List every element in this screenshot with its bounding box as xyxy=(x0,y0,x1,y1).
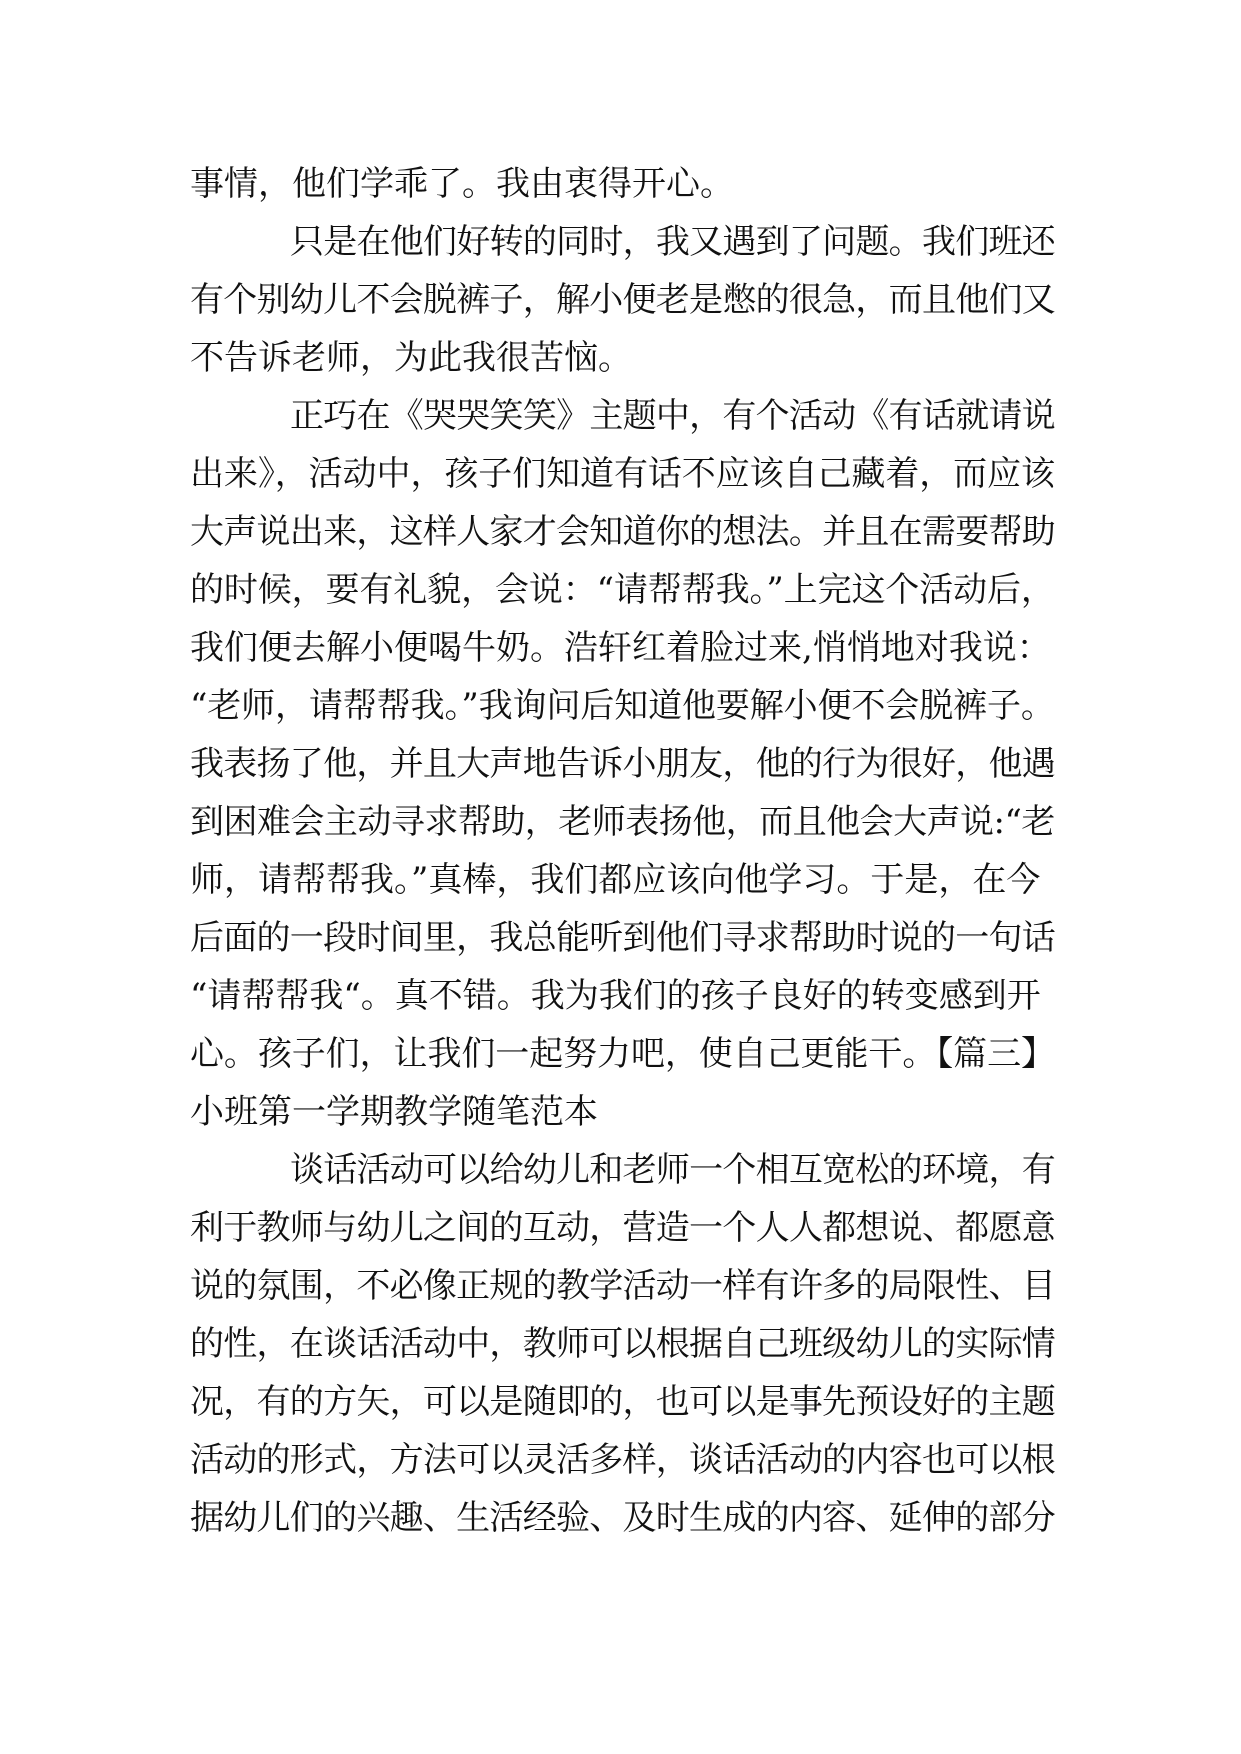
text-line: 出来》，活动中，孩子们知道有话不应该自己藏着，而应该 xyxy=(190,454,1055,494)
text-line: 大声说出来，这样人家才会知道你的想法。并且在需要帮助 xyxy=(190,512,1056,552)
text-line: 我们便去解小便喝牛奶。浩轩红着脸过来,悄悄地对我说： xyxy=(190,628,1051,668)
text-line: 说的氛围，不必像正规的教学活动一样有许多的局限性、目 xyxy=(190,1266,1056,1306)
text-line: 况，有的方矢，可以是随即的，也可以是事先预设好的主题 xyxy=(190,1382,1056,1422)
text-line: 据幼儿们的兴趣、生活经验、及时生成的内容、延伸的部分 xyxy=(190,1498,1056,1538)
text-line: 心。孩子们，让我们一起努力吧，使自己更能干。【篇三】 xyxy=(190,1034,1055,1074)
text-line: 小班第一学期教学随笔范本 xyxy=(190,1092,598,1132)
text-line: 利于教师与幼儿之间的互动，营造一个人人都想说、都愿意 xyxy=(190,1208,1056,1248)
text-line: 活动的形式，方法可以灵活多样，谈话活动的内容也可以根 xyxy=(190,1440,1056,1480)
text-line: 的时候，要有礼貌，会说：“请帮帮我。”上完这个活动后， xyxy=(190,570,1055,610)
text-line: “老师，请帮帮我。”我询问后知道他要解小便不会脱裤子。 xyxy=(190,686,1055,726)
text-line: 事情，他们学乖了。我由衷得开心。 xyxy=(190,164,734,204)
text-line: 到困难会主动寻求帮助，老师表扬他，而且他会大声说:“老 xyxy=(190,802,1055,842)
text-line: 师，请帮帮我。”真棒，我们都应该向他学习。于是，在今 xyxy=(190,860,1041,900)
text-line: 不告诉老师，为此我很苦恼。 xyxy=(190,338,632,378)
text-line: 我表扬了他，并且大声地告诉小朋友，他的行为很好，他遇 xyxy=(190,744,1056,784)
text-line: 的性，在谈话活动中，教师可以根据自己班级幼儿的实际情 xyxy=(190,1324,1056,1364)
text-line: 谈话活动可以给幼儿和老师一个相互宽松的环境，有 xyxy=(290,1150,1055,1190)
text-line: 后面的一段时间里，我总能听到他们寻求帮助时说的一句话 xyxy=(190,918,1056,958)
text-line: 正巧在《哭哭笑笑》主题中，有个活动《有话就请说 xyxy=(290,396,1055,436)
text-line: 只是在他们好转的同时，我又遇到了问题。我们班还 xyxy=(290,222,1055,262)
text-line: 有个别幼儿不会脱裤子，解小便老是憋的很急，而且他们又 xyxy=(190,280,1056,320)
body-text xyxy=(190,155,1055,1547)
text-line: “请帮帮我“。真不错。我为我们的孩子良好的转变感到开 xyxy=(190,976,1041,1016)
